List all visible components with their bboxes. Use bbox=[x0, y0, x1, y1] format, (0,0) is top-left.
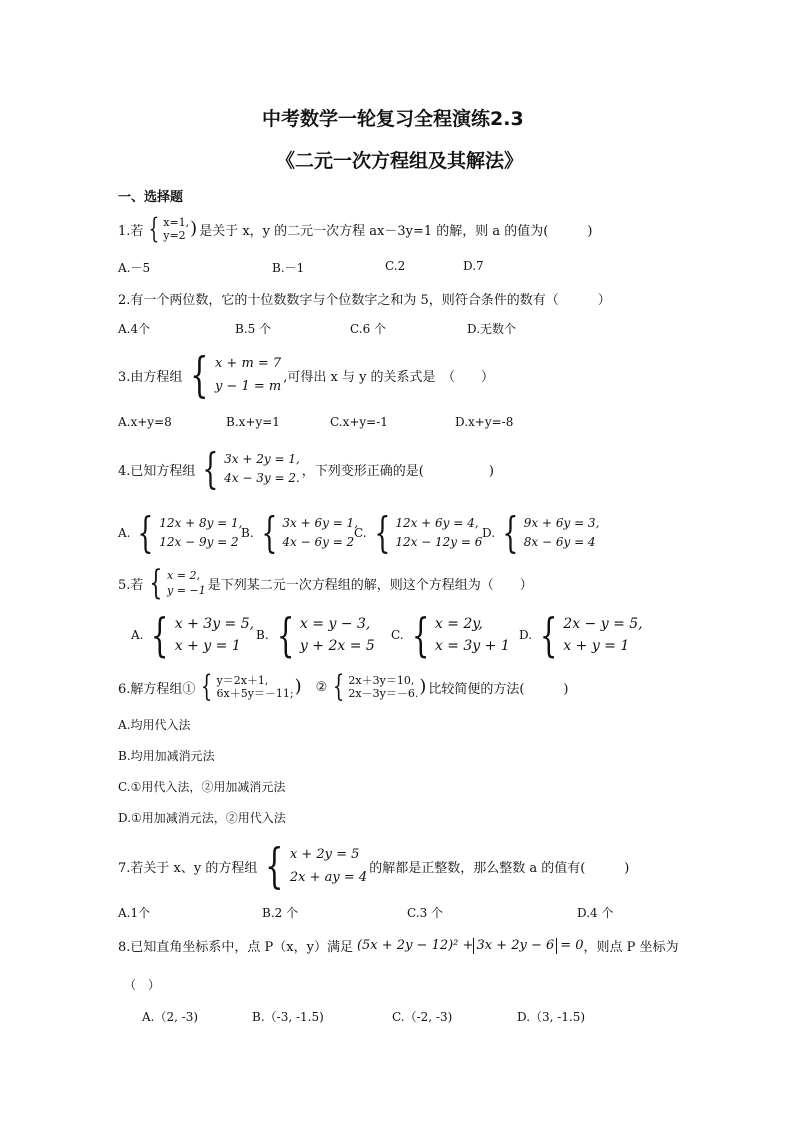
option-label: A. bbox=[131, 628, 144, 642]
q6-option-d: D.①用加减消元法，②用代入法 bbox=[118, 811, 286, 825]
equation: 3x + 2y = 1, bbox=[224, 452, 300, 466]
q1-option-d: D.7 bbox=[463, 259, 484, 273]
equation: x + 2y = 5 bbox=[289, 847, 360, 862]
equation: 12x + 6y = 4, bbox=[395, 516, 479, 530]
q4-option-d: D. { 9x + 6y = 3, 8x − 6y = 4 bbox=[482, 508, 600, 557]
question-4-prefix: 4.已知方程组 bbox=[118, 463, 196, 479]
expression-equals: = 0 bbox=[560, 938, 584, 953]
q2-option-d: D.无数个 bbox=[467, 322, 517, 336]
question-8-prefix: 8.已知直角坐标系中，点 P（x，y）满足 bbox=[118, 940, 353, 955]
equation: 3x + 6y = 1, bbox=[282, 516, 359, 530]
question-6-system-1: { y＝2x＋1, 6x＋5y＝－11; ) bbox=[201, 669, 302, 704]
question-8-answer-paren: （ ） bbox=[124, 978, 161, 992]
q3-option-d: D.x+y=-8 bbox=[455, 415, 514, 429]
q5-option-a: A. { x + 3y = 5, x + y = 1 bbox=[131, 608, 255, 662]
question-1 bbox=[118, 212, 593, 245]
q6-option-a: A.均用代入法 bbox=[118, 718, 191, 732]
question-6-system-2: { 2x＋3y＝10, 2x－3y＝－6. ) bbox=[333, 669, 427, 704]
question-2: 2.有一个两位数，它的十位数数字与个位数字之和为 5，则符合条件的数有（ ） bbox=[118, 293, 611, 308]
equation: 2x＋3y＝10, bbox=[348, 674, 415, 687]
q8-option-a: A.（2, -3) bbox=[142, 1010, 199, 1024]
q1-option-a: A.－5 bbox=[118, 261, 151, 275]
q7-option-c: C.3 个 bbox=[407, 906, 444, 920]
option-label: C. bbox=[354, 526, 367, 540]
q8-option-b: B.（-3, -1.5) bbox=[252, 1010, 324, 1024]
question-6-text: 比较简便的方法( ) bbox=[428, 681, 569, 697]
equation: y＝2x＋1, bbox=[216, 674, 269, 687]
equation: 2x + ay = 4 bbox=[289, 870, 368, 885]
q3-option-a: A.x+y=8 bbox=[118, 415, 172, 429]
question-5-system: { x = 2, y = −1 bbox=[149, 563, 206, 603]
expression-square: (5x + 2y − 12)² + bbox=[356, 938, 474, 953]
q5-option-c: C. { x = 2y, x = 3y + 1 bbox=[391, 608, 510, 662]
question-3-text: ,可得出 x 与 y 的关系式是 （ ） bbox=[283, 369, 495, 385]
q7-option-b: B.2 个 bbox=[262, 906, 299, 920]
q8-option-c: C.（-2, -3) bbox=[392, 1010, 453, 1024]
equation: 12x + 8y = 1, bbox=[159, 516, 243, 530]
option-label: A. bbox=[118, 526, 131, 540]
equation: x=1, bbox=[163, 216, 190, 229]
equation: y = −1 bbox=[167, 584, 206, 597]
q4-option-b: B. { 3x + 6y = 1, 4x − 6y = 2 bbox=[241, 508, 359, 557]
option-label: B. bbox=[241, 526, 254, 540]
question-8-text: ，则点 P 坐标为 bbox=[583, 940, 679, 955]
equation: 4x − 6y = 2 bbox=[282, 535, 355, 549]
question-6-prefix: 6.解方程组① bbox=[118, 681, 196, 697]
equation: x = y − 3, bbox=[299, 616, 371, 632]
question-7 bbox=[118, 838, 630, 894]
page-subtitle: 《二元一次方程组及其解法》 bbox=[276, 150, 524, 172]
q6-option-b: B.均用加减消元法 bbox=[118, 749, 215, 763]
equation: 4x − 3y = 2. bbox=[224, 471, 300, 485]
equation: x + y = 1 bbox=[174, 638, 241, 654]
q4-option-c: C. { 12x + 6y = 4, 12x − 12y = 6 bbox=[354, 508, 483, 557]
page-title: 中考数学一轮复习全程演练2.3 bbox=[262, 108, 524, 130]
q5-option-d: D. { 2x − y = 5, x + y = 1 bbox=[519, 608, 643, 662]
equation: x + y = 1 bbox=[563, 638, 630, 654]
equation: 2x − y = 5, bbox=[563, 616, 643, 632]
option-label: D. bbox=[519, 628, 533, 642]
equation: x + m = 7 bbox=[214, 356, 282, 371]
expression-absolute: 3x + 2y − 6 bbox=[473, 938, 557, 954]
equation: y=2 bbox=[163, 229, 186, 242]
q1-option-c: C.2 bbox=[385, 259, 406, 273]
equation: y + 2x = 5 bbox=[299, 638, 375, 654]
question-4-text: ，下列变形正确的是( ) bbox=[301, 463, 494, 479]
equation: x = 3y + 1 bbox=[434, 638, 510, 654]
option-label: C. bbox=[391, 628, 404, 642]
question-3-prefix: 3.由方程组 bbox=[118, 369, 183, 385]
question-1-system: { x=1, y=2 ) bbox=[148, 212, 198, 245]
q2-option-a: A.4个 bbox=[118, 322, 151, 336]
q2-option-b: B.5 个 bbox=[235, 322, 272, 336]
equation: 2x－3y＝－6. bbox=[348, 687, 419, 700]
equation: x = 2, bbox=[167, 569, 200, 582]
question-8 bbox=[118, 936, 679, 955]
q7-option-d: D.4 个 bbox=[577, 906, 614, 920]
q5-option-b: B. { x = y − 3, y + 2x = 5 bbox=[256, 608, 375, 662]
q4-option-a: A. { 12x + 8y = 1, 12x − 9y = 2 bbox=[118, 508, 243, 557]
q3-option-c: C.x+y=-1 bbox=[330, 415, 388, 429]
question-6-marker-2: ② bbox=[315, 679, 328, 695]
equation: 12x − 9y = 2 bbox=[159, 535, 239, 549]
question-5-text: 是下列某二元一次方程组的解，则这个方程组为（ ） bbox=[207, 577, 533, 593]
question-7-system: { x + 2y = 5 2x + ay = 4 bbox=[265, 838, 368, 894]
option-label: B. bbox=[256, 628, 269, 642]
question-1-text: 是关于 x，y 的二元一次方程 ax－3y=1 的解，则 a 的值为( ) bbox=[199, 223, 593, 239]
section-heading: 一、选择题 bbox=[118, 190, 184, 205]
question-3 bbox=[118, 347, 495, 403]
question-4-system: { 3x + 2y = 1, 4x − 3y = 2. bbox=[202, 444, 300, 493]
equation: x = 2y, bbox=[434, 616, 483, 632]
question-7-prefix: 7.若关于 x、y 的方程组 bbox=[118, 860, 258, 876]
q1-option-b: B.－1 bbox=[272, 261, 305, 275]
question-6 bbox=[118, 669, 569, 704]
q2-option-c: C.6 个 bbox=[350, 322, 387, 336]
question-5 bbox=[118, 563, 533, 603]
question-7-text: 的解都是正整数，那么整数 a 的值有( ) bbox=[369, 860, 630, 876]
equation: y − 1 = m bbox=[214, 379, 282, 394]
equation: 9x + 6y = 3, bbox=[523, 516, 600, 530]
option-label: D. bbox=[482, 526, 496, 540]
q6-option-c: C.①用代入法，②用加减消元法 bbox=[118, 780, 286, 794]
q3-option-b: B.x+y=1 bbox=[226, 415, 280, 429]
question-4 bbox=[118, 444, 494, 493]
equation: x + 3y = 5, bbox=[174, 616, 255, 632]
equation: 6x＋5y＝－11; bbox=[216, 687, 294, 700]
question-1-prefix: 1.若 bbox=[118, 223, 144, 239]
equation: 8x − 6y = 4 bbox=[523, 535, 596, 549]
equation: 12x − 12y = 6 bbox=[395, 535, 483, 549]
question-5-prefix: 5.若 bbox=[118, 577, 144, 593]
question-3-system: { x + m = 7 y − 1 = m bbox=[190, 347, 282, 403]
q8-option-d: D.（3, -1.5) bbox=[517, 1010, 586, 1024]
q7-option-a: A.1个 bbox=[118, 906, 151, 920]
